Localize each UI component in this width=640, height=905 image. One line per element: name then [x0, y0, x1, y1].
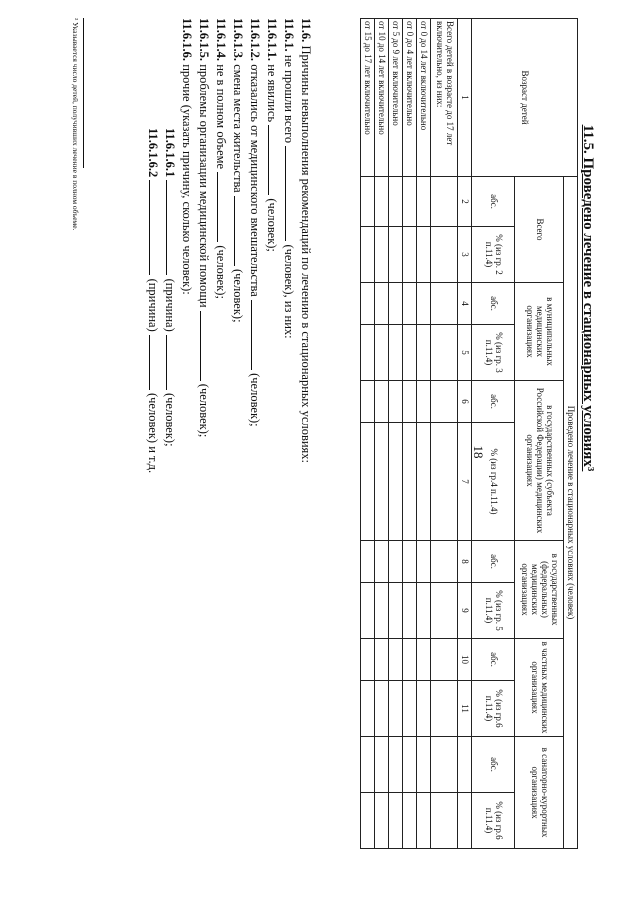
section-11-5-title: 11.5. Проведено лечение в стационарных условиях³: [580, 124, 596, 472]
header-group: Проведено лечение в стационарных условиях (человек): [564, 177, 578, 849]
item-unit: (человек);: [231, 268, 245, 323]
fill-in-field[interactable]: [251, 300, 263, 370]
col-number: 1: [458, 19, 472, 177]
row-label: от 10 до 14 лет включительно: [375, 19, 389, 177]
count-field[interactable]: [166, 335, 178, 390]
sub-pct: % (из гр.6 п.11.4): [472, 793, 515, 849]
item-number: 11.6.1.1.: [265, 18, 279, 62]
table-header-row: [564, 19, 578, 849]
fill-in-field[interactable]: [200, 311, 212, 381]
item-unit: (человек);: [197, 383, 211, 438]
item-text: отказались от медицинского вмешательства: [248, 64, 262, 297]
item-number: 11.6.1.5.: [197, 18, 211, 62]
fill-in-field[interactable]: [217, 172, 229, 242]
row-label: от 15 до 17 лет включительно: [361, 19, 375, 177]
reason-field[interactable]: [166, 180, 178, 275]
header-age: Возраст детей: [472, 19, 578, 177]
col-number: 4: [458, 283, 472, 325]
rotated-page-content: [40, 18, 600, 848]
item-number: 11.6.1.6.: [180, 18, 194, 62]
item-text: смена места жительства: [231, 64, 245, 193]
table-row: [389, 19, 403, 849]
reason-field[interactable]: [149, 180, 161, 275]
item-number: 11.6.1.4.: [214, 18, 228, 62]
item-unit: (человек) и т.д.: [146, 392, 160, 474]
fill-in-field[interactable]: [234, 196, 246, 266]
item-11-6-1-2: [246, 18, 263, 848]
item-text: не явились: [265, 64, 279, 123]
col-number: 3: [458, 227, 472, 283]
row-label: от 0 до 14 лет включительно: [417, 19, 431, 177]
table-row: [361, 19, 375, 849]
item-11-6-1-6-1: [161, 18, 178, 848]
item-11-6-1-5: [195, 18, 212, 848]
item-unit: (человек);: [163, 392, 177, 447]
table-row: [403, 19, 417, 849]
col-number: [458, 737, 472, 793]
item-reason-label: (причина): [163, 278, 177, 332]
sub-pct: % (из гр.4 п.11.4): [472, 423, 515, 541]
header-state-federal: в государственных (федеральных) медицинских организациях: [515, 541, 564, 639]
col-number: [458, 793, 472, 849]
col-number: 7: [458, 423, 472, 541]
header-state-subject: в государственных (субъекта Российской Федерации) медицинских организациях: [515, 381, 564, 541]
col-number: 8: [458, 541, 472, 583]
item-11-6-1-1: [263, 18, 280, 848]
count-field[interactable]: [149, 335, 161, 390]
item-number: 11.6.1.: [282, 18, 296, 52]
header-sanatorium: в санаторно-курортных организациях: [515, 737, 564, 849]
item-text: прочие (указать причину, сколько человек):: [180, 64, 194, 295]
item-unit: (человек);: [214, 245, 228, 299]
sub-abs: абс.: [472, 177, 515, 227]
inpatient-treatment-table: [360, 18, 578, 849]
col-number: 5: [458, 325, 472, 381]
section-11-6-title: [297, 18, 314, 848]
table-row: [417, 19, 431, 849]
col-number: 11: [458, 681, 472, 737]
item-11-6-1-6: [178, 18, 195, 848]
item-unit: (человек);: [265, 198, 279, 252]
col-number: 6: [458, 381, 472, 423]
item-unit: (человек), из них:: [282, 244, 296, 339]
header-municipal: в муниципальных медицинских организациях: [515, 283, 564, 381]
section-11-6: [144, 18, 314, 848]
col-number: 9: [458, 583, 472, 639]
item-11-6-1-4: [212, 18, 229, 848]
sub-abs: абс.: [472, 541, 515, 583]
fill-in-field[interactable]: [285, 146, 297, 241]
sub-pct: % (из гр.6 п.11.4): [472, 681, 515, 737]
item-number: 11.6.1.6.1: [163, 128, 177, 178]
item-number: 11.6.1.3.: [231, 18, 245, 62]
item-text: проблемы организации медицинской помощи: [197, 64, 211, 308]
footnote-divider: [83, 18, 84, 168]
sub-pct: % (из гр. 3 п.11.4): [472, 325, 515, 381]
item-number: 11.6.1.6.2: [146, 128, 160, 178]
page-number: 18: [471, 445, 486, 459]
sub-abs: абс.: [472, 737, 515, 793]
row-label: от 0 до 4 лет включительно: [403, 19, 417, 177]
col-number: 10: [458, 639, 472, 681]
item-text: не в полном объеме: [214, 64, 228, 170]
sub-abs: абс.: [472, 381, 515, 423]
table-row: [375, 19, 389, 849]
fill-in-field[interactable]: [268, 125, 280, 195]
section-title-text: Причины невыполнения рекомендаций по лечению в стационарных условиях:: [299, 45, 313, 464]
section-number: 11.6.: [299, 18, 313, 43]
item-number: 11.6.1.2.: [248, 18, 262, 62]
sub-pct: % (из гр. 2 п.11.4): [472, 227, 515, 283]
sub-pct: % (из гр. 5 п.11.4): [472, 583, 515, 639]
item-text: не прошли всего: [282, 54, 296, 144]
item-reason-label: (причина): [146, 278, 160, 332]
sub-abs: абс.: [472, 283, 515, 325]
table-row: [431, 19, 458, 849]
column-number-row: [458, 19, 472, 849]
header-private: в частных медицинских организациях: [515, 639, 564, 737]
col-number: 2: [458, 177, 472, 227]
item-11-6-1: [280, 18, 297, 848]
footnote: ³ Указывается число детей, получивших лечение в полном объеме.: [71, 18, 80, 231]
item-11-6-1-6-2: [144, 18, 161, 848]
row-label: Всего детей в возрасте до 17 лет включительно, из них:: [431, 19, 458, 177]
header-total: Всего: [515, 177, 564, 283]
sub-abs: абс.: [472, 639, 515, 681]
item-11-6-1-3: [229, 18, 246, 848]
row-label: от 5 до 9 лет включительно: [389, 19, 403, 177]
item-unit: (человек);: [248, 373, 262, 427]
